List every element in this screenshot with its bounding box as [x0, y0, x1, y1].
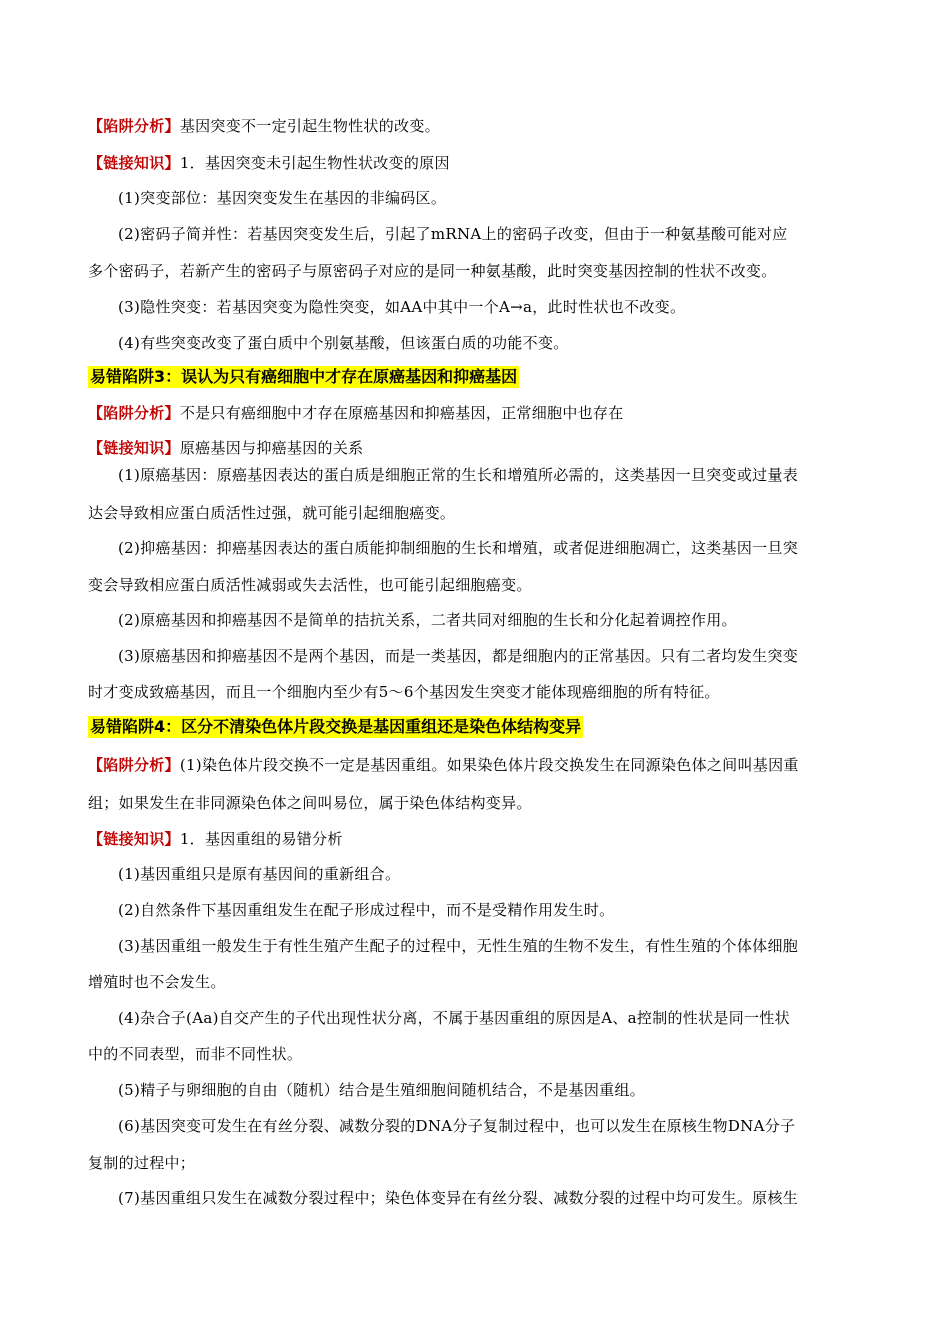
- trap-analysis-tag: 【陷阱分析】: [88, 756, 180, 774]
- paragraph-line: 组；如果发生在非同源染色体之间叫易位，属于染色体结构变异。: [88, 794, 532, 812]
- link-knowledge-text: 1．基因突变未引起生物性状改变的原因: [179, 154, 450, 172]
- paragraph-line: (2)自然条件下基因重组发生在配子形成过程中，而不是受精作用发生时。: [118, 901, 615, 919]
- link-knowledge-tag: 【链接知识】: [88, 439, 180, 457]
- paragraph-line: (1)基因重组只是原有基因间的重新组合。: [118, 865, 401, 883]
- paragraph-line: (2)密码子简并性：若基因突变发生后，引起了mRNA上的密码子改变，但由于一种氨基酸可能对应: [118, 225, 788, 243]
- paragraph-line: 复制的过程中；: [88, 1154, 196, 1172]
- link-knowledge-line: [88, 829, 868, 849]
- trap-analysis-tag: 【陷阱分析】: [88, 404, 180, 422]
- trap-analysis-line: [88, 116, 868, 136]
- paragraph-line: (1)突变部位：基因突变发生在基因的非编码区。: [118, 189, 447, 207]
- trap-analysis-line: [88, 403, 868, 423]
- link-knowledge-tag: 【链接知识】: [88, 154, 180, 172]
- link-knowledge-tag: 【链接知识】: [88, 830, 180, 848]
- paragraph-line: (3)基因重组一般发生于有性生殖产生配子的过程中，无性生殖的生物不发生，有性生殖的个体体细胞: [118, 937, 799, 955]
- section-heading: 易错陷阱3：误认为只有癌细胞中才存在原癌基因和抑癌基因: [90, 367, 518, 386]
- paragraph-line: 达会导致相应蛋白质活性过强，就可能引起细胞癌变。: [88, 504, 456, 522]
- trap-analysis-line: [88, 755, 868, 775]
- paragraph-line: 增殖时也不会发生。: [88, 973, 226, 991]
- paragraph-line: (3)原癌基因和抑癌基因不是两个基因，而是一类基因，都是细胞内的正常基因。只有二者均发生突变: [118, 647, 799, 665]
- link-knowledge-text: 原癌基因与抑癌基因的关系: [179, 439, 364, 457]
- paragraph-line: (5)精子与卵细胞的自由（随机）结合是生殖细胞间随机结合，不是基因重组。: [118, 1081, 646, 1099]
- paragraph-line: 变会导致相应蛋白质活性减弱或失去活性，也可能引起细胞癌变。: [88, 576, 532, 594]
- trap-analysis-text: 基因突变不一定引起生物性状的改变。: [179, 117, 440, 135]
- paragraph-line: (6)基因突变可发生在有丝分裂、减数分裂的DNA分子复制过程中，也可以发生在原核生物DNA分子: [118, 1117, 796, 1135]
- trap-analysis-text: 不是只有癌细胞中才存在原癌基因和抑癌基因，正常细胞中也存在: [179, 404, 624, 422]
- link-knowledge-line: [88, 438, 868, 458]
- link-knowledge-text: 1．基因重组的易错分析: [179, 830, 343, 848]
- trap-analysis-text: (1)染色体片段交换不一定是基因重组。如果染色体片段交换发生在同源染色体之间叫基因重: [179, 756, 799, 774]
- paragraph-line: 中的不同表型，而非不同性状。: [88, 1045, 303, 1063]
- trap-analysis-tag: 【陷阱分析】: [88, 117, 180, 135]
- paragraph-line: (3)隐性突变：若基因突变为隐性突变，如AA中其中一个A→a，此时性状也不改变。: [118, 298, 686, 316]
- paragraph-line: 多个密码子，若新产生的密码子与原密码子对应的是同一种氨基酸，此时突变基因控制的性状不改变。: [88, 262, 777, 280]
- link-knowledge-line: [88, 153, 868, 173]
- paragraph-line: (7)基因重组只发生在减数分裂过程中；染色体变异在有丝分裂、减数分裂的过程中均可发生。原核生: [118, 1189, 799, 1207]
- paragraph-line: (4)有些突变改变了蛋白质中个别氨基酸，但该蛋白质的功能不变。: [118, 334, 569, 352]
- paragraph-line: (4)杂合子(Aa)自交产生的子代出现性状分离，不属于基因重组的原因是A、a控制的性状是同一性状: [118, 1009, 790, 1027]
- paragraph-line: 时才变成致癌基因，而且一个细胞内至少有5～6个基因发生突变才能体现癌细胞的所有特征。: [88, 683, 720, 701]
- paragraph-line: (2)原癌基因和抑癌基因不是简单的拮抗关系，二者共同对细胞的生长和分化起着调控作用。: [118, 611, 737, 629]
- paragraph-line: (2)抑癌基因：抑癌基因表达的蛋白质能抑制细胞的生长和增殖，或者促进细胞凋亡，这类基因一旦突: [118, 539, 799, 557]
- section-heading: 易错陷阱4：区分不清染色体片段交换是基因重组还是染色体结构变异: [90, 717, 582, 736]
- paragraph-line: (1)原癌基因：原癌基因表达的蛋白质是细胞正常的生长和增殖所必需的，这类基因一旦突变或过量表: [118, 466, 799, 484]
